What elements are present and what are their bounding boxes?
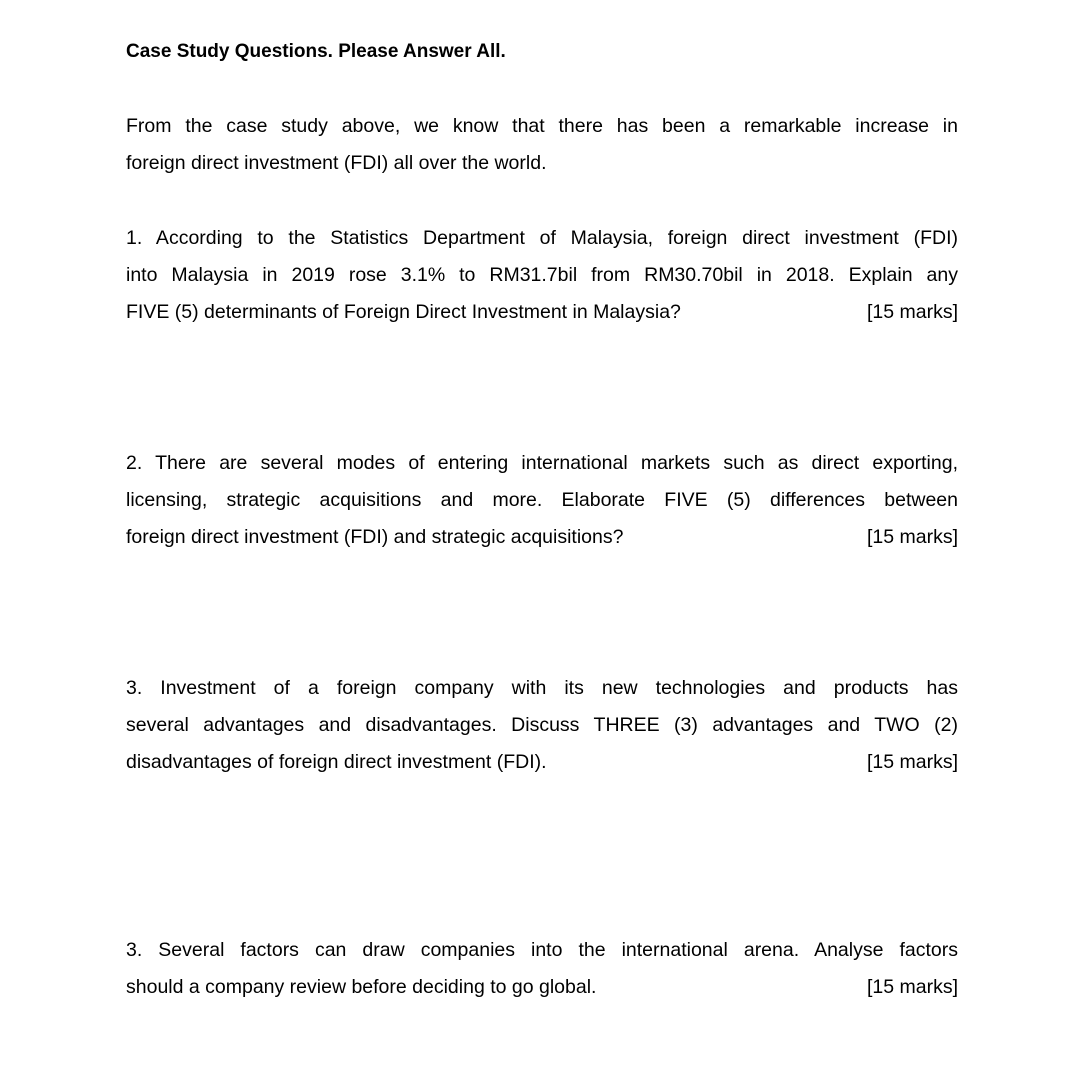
question-3-line: 3. Investment of a foreign company with its new technologies and products has <box>126 677 958 699</box>
question-2-marks: [15 marks] <box>866 526 958 548</box>
question-2-line: 2. There are several modes of entering international markets such as direct exporting, <box>126 452 958 474</box>
question-2-line: licensing, strategic acquisitions and more. Elaborate FIVE (5) differences between <box>126 489 958 511</box>
question-4 <box>126 932 958 1006</box>
question-1-line: into Malaysia in 2019 rose 3.1% to RM31.7bil from RM30.70bil in 2018. Explain any <box>126 264 958 286</box>
question-4-last-line <box>126 969 958 1006</box>
question-2-line: foreign direct investment (FDI) and strategic acquisitions? <box>126 526 624 548</box>
question-4-line: should a company review before deciding to go global. <box>126 976 597 998</box>
question-4-line: 3. Several factors can draw companies into the international arena. Analyse factors <box>126 939 958 961</box>
question-4-marks: [15 marks] <box>866 976 958 998</box>
question-2 <box>126 445 958 556</box>
question-2-last-line <box>126 519 958 556</box>
intro-line: From the case study above, we know that there has been a remarkable increase in <box>126 115 958 137</box>
question-3-last-line <box>126 744 958 781</box>
question-1 <box>126 220 958 331</box>
page-title: Case Study Questions. Please Answer All. <box>126 41 506 62</box>
question-1-last-line <box>126 294 958 331</box>
question-1-line: 1. According to the Statistics Department of Malaysia, foreign direct investment (FDI) <box>126 227 958 249</box>
question-3 <box>126 670 958 781</box>
question-3-marks: [15 marks] <box>866 751 958 773</box>
intro-line: foreign direct investment (FDI) all over the world. <box>126 152 547 174</box>
question-3-line: disadvantages of foreign direct investment (FDI). <box>126 751 547 773</box>
question-3-line: several advantages and disadvantages. Discuss THREE (3) advantages and TWO (2) <box>126 714 958 736</box>
question-1-line: FIVE (5) determinants of Foreign Direct Investment in Malaysia? <box>126 301 681 323</box>
question-1-marks: [15 marks] <box>866 301 958 323</box>
intro-paragraph <box>126 108 958 182</box>
